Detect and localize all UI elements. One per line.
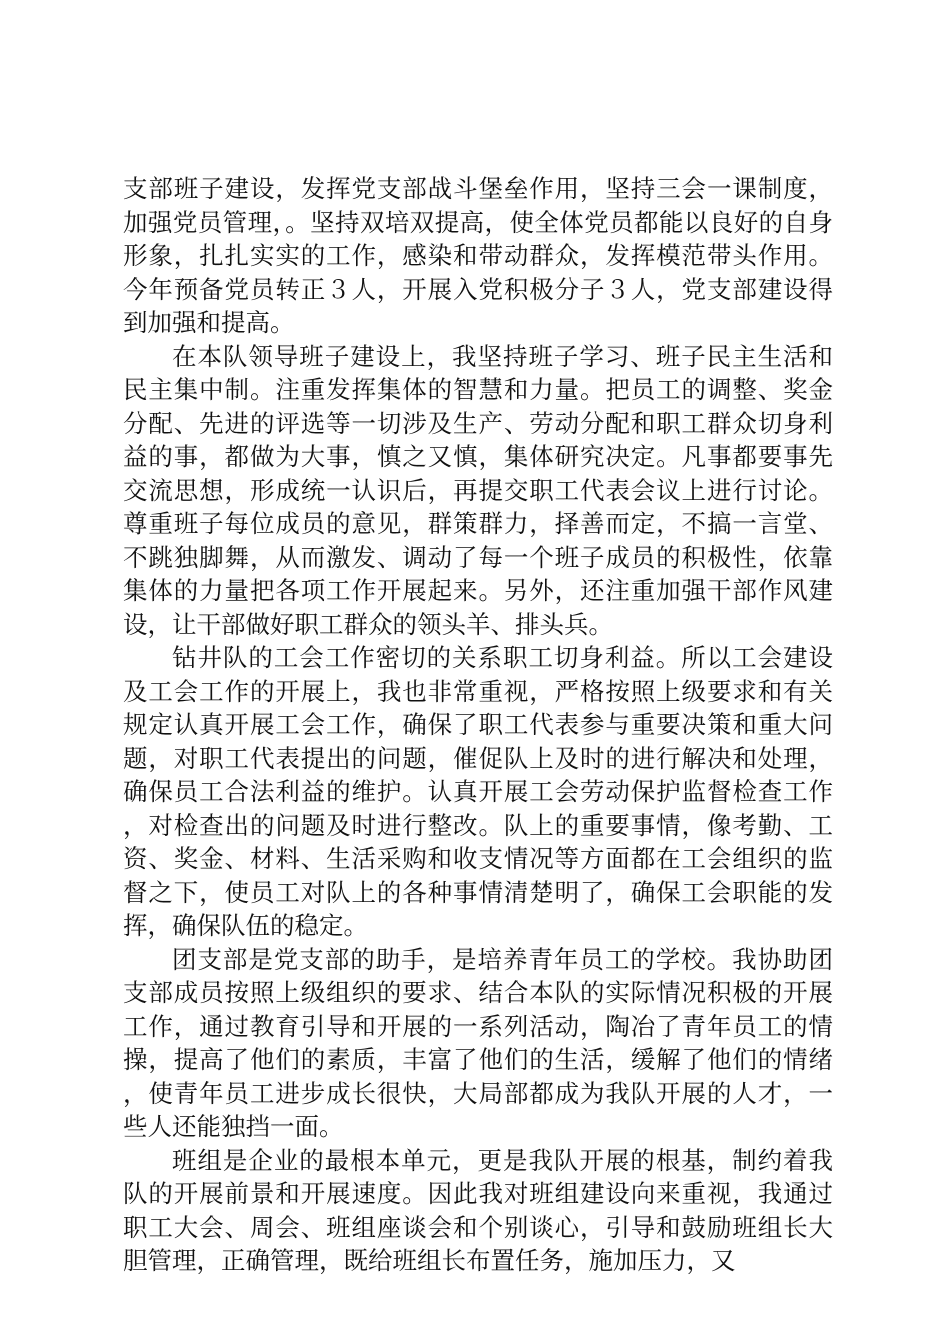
paragraph-labor-union: 钻井队的工会工作密切的关系职工切身利益。所以工会建设及工会工作的开展上，我也非常重视，严格按照上级要求和有关规定认真开展工会工作，确保了职工代表参与重要决策和重大问题，对职工代表提出的问题，催促队上及时的进行解决和处理，确保员工合法利益的维护。认真开展工会劳动保护监督检查工作，对检查出的问题及时进行整改。队上的重要事情，像考勤、工资、奖金、材料、生活采购和收支情况等方面都在工会组织的监督之下，使员工对队上的各种事情清楚明了，确保工会职能的发挥，确保队伍的稳定。 bbox=[123, 643, 833, 940]
paragraph-youth-league: 团支部是党支部的助手，是培养青年员工的学校。我协助团支部成员按照上级组织的要求、结合本队的实际情况积极的开展工作，通过教育引导和开展的一系列活动，陶冶了青年员工的情操，提高了他们的素质，丰富了他们的生活，缓解了他们的情绪，使青年员工进步成长很快，大局部都成为我队开展的人才，一些人还能独挡一面。 bbox=[123, 944, 833, 1141]
paragraph-party-branch-continued: 支部班子建设，发挥党支部战斗堡垒作用，坚持三会一课制度，加强党员管理，。坚持双培双提高，使全体党员都能以良好的自身形象，扎扎实实的工作，感染和带动群众，发挥模范带头作用。今年预备党员转正３人，开展入党积极分子３人，党支部建设得到加强和提高。 bbox=[123, 174, 833, 337]
paragraph-leadership-team: 在本队领导班子建设上，我坚持班子学习、班子民主生活和民主集中制。注重发挥集体的智慧和力量。把员工的调整、奖金分配、先进的评选等一切涉及生产、劳动分配和职工群众切身利益的事，都做为大事，慎之又慎，集体研究决定。凡事都要事先交流思想，形成统一认识后，再提交职工代表会议上进行讨论。尊重班子每位成员的意见，群策群力，择善而定，不搞一言堂、不跳独脚舞，从而激发、调动了每一个班子成员的积极性，依靠集体的力量把各项工作开展起来。另外，还注重加强干部作风建设，让干部做好职工群众的领头羊、排头兵。 bbox=[123, 341, 833, 639]
document-body bbox=[123, 172, 833, 1278]
paragraph-work-teams: 班组是企业的最根本单元，更是我队开展的根基，制约着我队的开展前景和开展速度。因此我对班组建设向来重视，我通过职工大会、周会、班组座谈会和个别谈心，引导和鼓励班组长大胆管理，正确管理，既给班组长布置任务，施加压力，又 bbox=[123, 1145, 833, 1275]
